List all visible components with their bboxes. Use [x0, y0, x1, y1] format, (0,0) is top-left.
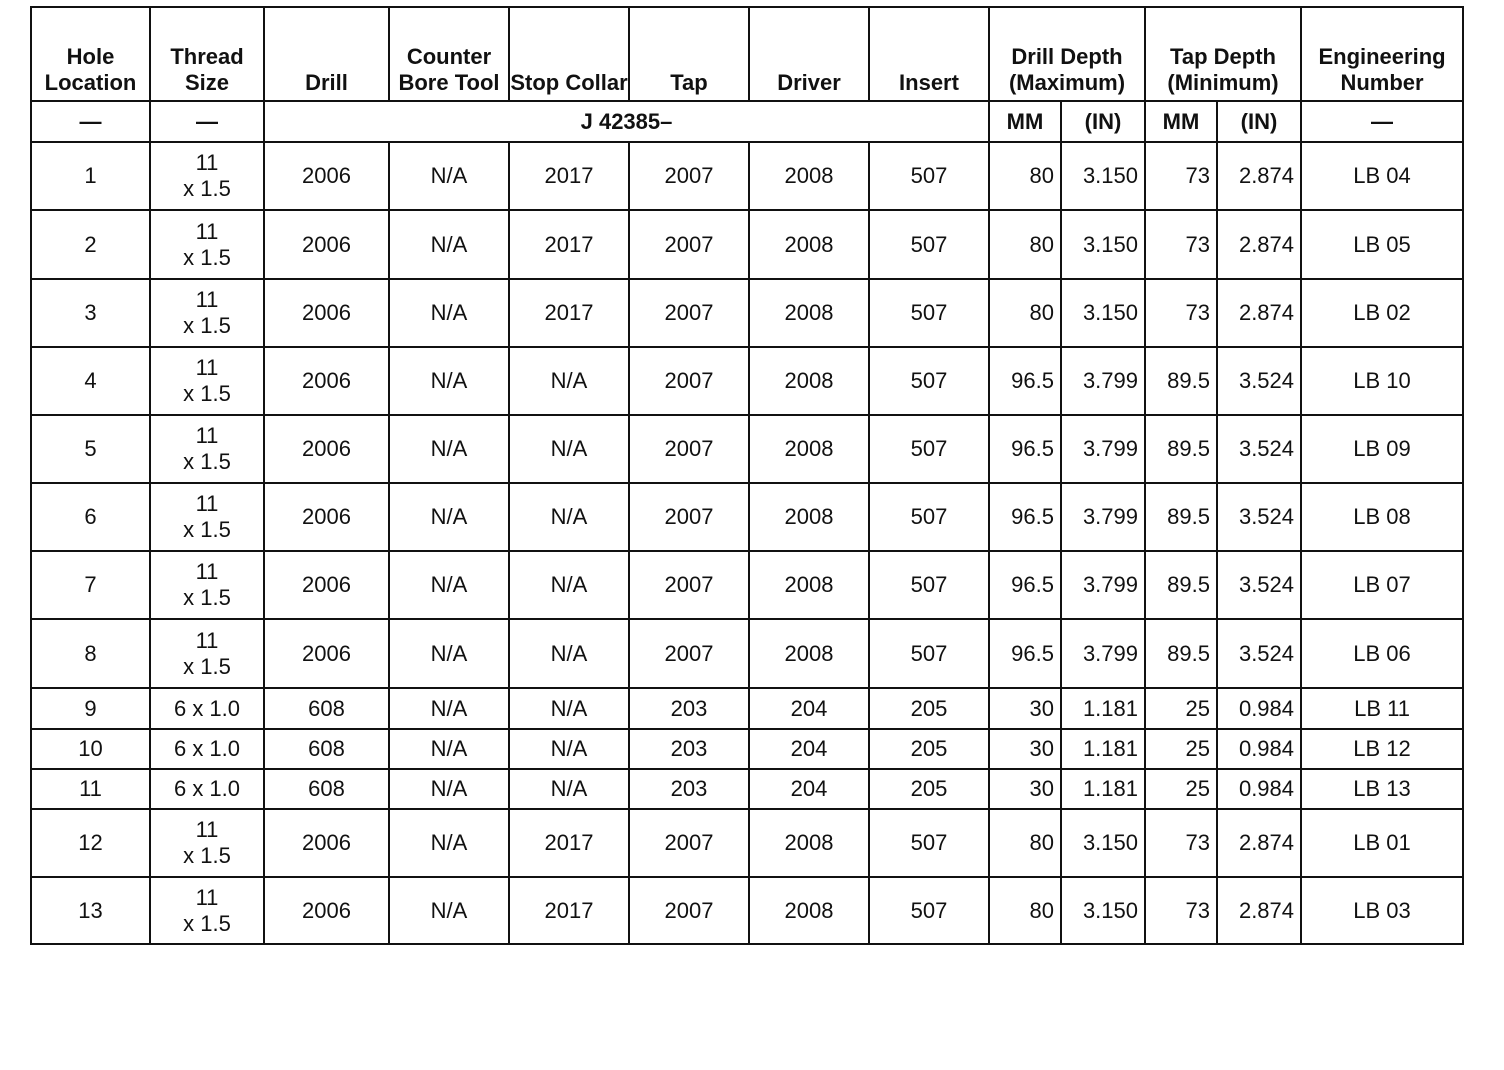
thread-size-line: x 1.5 [183, 449, 231, 474]
tap-depth-mm-cell: 89.5 [1145, 551, 1217, 619]
counter-bore-cell: N/A [389, 279, 509, 347]
driver-cell: 2008 [749, 210, 869, 279]
drill-depth-in-cell: 3.150 [1061, 877, 1145, 944]
counter-bore-cell: N/A [389, 809, 509, 877]
tap-depth-mm-cell: 73 [1145, 809, 1217, 877]
stop-collar-cell: N/A [509, 483, 629, 551]
drill-depth-mm-cell: 96.5 [989, 347, 1061, 415]
subheader-tap-in: (IN) [1217, 101, 1301, 142]
stop-collar-cell: N/A [509, 551, 629, 619]
counter-bore-cell: N/A [389, 619, 509, 688]
driver-cell: 2008 [749, 619, 869, 688]
subheader-tap-mm: MM [1145, 101, 1217, 142]
hole-location-cell: 4 [31, 347, 150, 415]
insert-cell: 507 [869, 483, 989, 551]
stop-collar-cell: N/A [509, 347, 629, 415]
thread-size-line: x 1.5 [183, 381, 231, 406]
header-drill: Drill [264, 7, 389, 101]
thread-size-cell [150, 769, 264, 809]
engineering-number-cell: LB 02 [1301, 279, 1463, 347]
thread-size-cell [150, 619, 264, 688]
hole-location-cell: 3 [31, 279, 150, 347]
subheader-drill-mm: MM [989, 101, 1061, 142]
counter-bore-cell: N/A [389, 769, 509, 809]
drill-depth-in-cell: 3.150 [1061, 809, 1145, 877]
stop-collar-cell: N/A [509, 769, 629, 809]
thread-size-cell [150, 688, 264, 729]
drill-depth-mm-cell: 80 [989, 877, 1061, 944]
thread-size-line: 11 [195, 355, 219, 380]
hole-location-cell: 6 [31, 483, 150, 551]
thread-size-cell [150, 415, 264, 483]
tap-cell: 203 [629, 729, 749, 769]
hole-location-cell: 2 [31, 210, 150, 279]
drill-depth-mm-cell: 30 [989, 688, 1061, 729]
tap-cell: 2007 [629, 551, 749, 619]
tap-depth-mm-cell: 25 [1145, 769, 1217, 809]
thread-size-cell [150, 279, 264, 347]
header-tap: Tap [629, 7, 749, 101]
drill-depth-in-cell: 3.799 [1061, 483, 1145, 551]
insert-cell: 507 [869, 142, 989, 210]
counter-bore-cell: N/A [389, 210, 509, 279]
header-stop-collar: Stop Collar [509, 7, 629, 101]
tap-depth-in-cell: 3.524 [1217, 347, 1301, 415]
driver-cell: 2008 [749, 551, 869, 619]
tool-specification-table [30, 6, 1464, 945]
counter-bore-cell: N/A [389, 729, 509, 769]
counter-bore-cell: N/A [389, 347, 509, 415]
counter-bore-cell: N/A [389, 688, 509, 729]
driver-cell: 2008 [749, 142, 869, 210]
counter-bore-cell: N/A [389, 415, 509, 483]
insert-cell: 507 [869, 415, 989, 483]
drill-cell: 608 [264, 729, 389, 769]
tap-cell: 2007 [629, 210, 749, 279]
insert-cell: 205 [869, 769, 989, 809]
engineering-number-cell: LB 05 [1301, 210, 1463, 279]
driver-cell: 2008 [749, 279, 869, 347]
insert-cell: 507 [869, 279, 989, 347]
tap-depth-in-cell: 3.524 [1217, 619, 1301, 688]
drill-depth-mm-cell: 80 [989, 210, 1061, 279]
tap-cell: 2007 [629, 483, 749, 551]
thread-size-line: 11 [195, 884, 219, 910]
drill-cell: 608 [264, 769, 389, 809]
thread-size-line: x 1.5 [183, 176, 231, 201]
thread-size-line: 6 x 1.0 [173, 695, 241, 721]
drill-cell: 2006 [264, 483, 389, 551]
engineering-number-cell: LB 03 [1301, 877, 1463, 944]
tap-depth-in-cell: 2.874 [1217, 142, 1301, 210]
table-row [31, 279, 1463, 347]
engineering-number-cell: LB 10 [1301, 347, 1463, 415]
tap-cell: 203 [629, 688, 749, 729]
thread-size-line: x 1.5 [183, 244, 231, 270]
driver-cell: 2008 [749, 809, 869, 877]
insert-cell: 507 [869, 210, 989, 279]
thread-size-line: 11 [195, 817, 219, 842]
hole-location-cell: 13 [31, 877, 150, 944]
tap-depth-mm-cell: 89.5 [1145, 483, 1217, 551]
insert-cell: 205 [869, 688, 989, 729]
drill-depth-mm-cell: 80 [989, 279, 1061, 347]
drill-depth-in-cell: 3.799 [1061, 347, 1145, 415]
thread-size-cell [150, 809, 264, 877]
table-row [31, 483, 1463, 551]
tap-cell: 203 [629, 769, 749, 809]
drill-depth-mm-cell: 96.5 [989, 619, 1061, 688]
tap-depth-mm-cell: 25 [1145, 729, 1217, 769]
subheader-drill-in: (IN) [1061, 101, 1145, 142]
tap-depth-in-cell: 3.524 [1217, 415, 1301, 483]
insert-cell: 507 [869, 347, 989, 415]
drill-depth-mm-cell: 96.5 [989, 415, 1061, 483]
drill-cell: 2006 [264, 279, 389, 347]
thread-size-line: 11 [195, 287, 219, 312]
drill-depth-mm-cell: 30 [989, 769, 1061, 809]
tap-depth-mm-cell: 73 [1145, 210, 1217, 279]
stop-collar-cell: 2017 [509, 279, 629, 347]
drill-cell: 608 [264, 688, 389, 729]
drill-depth-mm-cell: 80 [989, 142, 1061, 210]
thread-size-line: 11 [195, 218, 219, 244]
driver-cell: 204 [749, 688, 869, 729]
drill-cell: 2006 [264, 415, 389, 483]
drill-cell: 2006 [264, 809, 389, 877]
drill-cell: 2006 [264, 551, 389, 619]
table-row [31, 688, 1463, 729]
engineering-number-cell: LB 06 [1301, 619, 1463, 688]
driver-cell: 2008 [749, 483, 869, 551]
counter-bore-cell: N/A [389, 483, 509, 551]
table-row [31, 877, 1463, 944]
stop-collar-cell: 2017 [509, 210, 629, 279]
hole-location-cell: 1 [31, 142, 150, 210]
drill-depth-in-cell: 3.150 [1061, 210, 1145, 279]
engineering-number-cell: LB 12 [1301, 729, 1463, 769]
engineering-number-cell: LB 13 [1301, 769, 1463, 809]
thread-size-line: 11 [195, 627, 219, 653]
drill-depth-in-cell: 3.150 [1061, 279, 1145, 347]
tap-depth-mm-cell: 89.5 [1145, 619, 1217, 688]
stop-collar-cell: N/A [509, 729, 629, 769]
thread-size-cell [150, 551, 264, 619]
insert-cell: 507 [869, 877, 989, 944]
table-row [31, 619, 1463, 688]
engineering-number-cell: LB 08 [1301, 483, 1463, 551]
table-row [31, 347, 1463, 415]
engineering-number-cell: LB 11 [1301, 688, 1463, 729]
tap-depth-mm-cell: 73 [1145, 877, 1217, 944]
thread-size-cell [150, 210, 264, 279]
drill-depth-in-cell: 1.181 [1061, 688, 1145, 729]
thread-size-cell [150, 877, 264, 944]
header-tap-depth: Tap Depth (Minimum) [1145, 7, 1301, 101]
tap-depth-in-cell: 2.874 [1217, 279, 1301, 347]
engineering-number-cell: LB 01 [1301, 809, 1463, 877]
tap-depth-in-cell: 2.874 [1217, 809, 1301, 877]
stop-collar-cell: N/A [509, 688, 629, 729]
table-row [31, 729, 1463, 769]
drill-depth-mm-cell: 80 [989, 809, 1061, 877]
thread-size-line: 6 x 1.0 [173, 776, 241, 801]
tap-depth-mm-cell: 73 [1145, 279, 1217, 347]
drill-depth-in-cell: 1.181 [1061, 729, 1145, 769]
tap-cell: 2007 [629, 347, 749, 415]
engineering-number-cell: LB 09 [1301, 415, 1463, 483]
drill-cell: 2006 [264, 210, 389, 279]
drill-depth-in-cell: 3.799 [1061, 415, 1145, 483]
drill-depth-mm-cell: 30 [989, 729, 1061, 769]
header-counter-bore-tool: Counter Bore Tool [389, 7, 509, 101]
tool-prefix: J 42385– [264, 101, 989, 142]
tap-cell: 2007 [629, 809, 749, 877]
drill-cell: 2006 [264, 619, 389, 688]
tap-depth-in-cell: 0.984 [1217, 769, 1301, 809]
header-thread-size: Thread Size [150, 7, 264, 101]
table-row [31, 415, 1463, 483]
subheader-dash: — [31, 101, 150, 142]
drill-depth-in-cell: 3.799 [1061, 619, 1145, 688]
drill-depth-in-cell: 3.799 [1061, 551, 1145, 619]
hole-location-cell: 5 [31, 415, 150, 483]
thread-size-line: 11 [195, 559, 219, 584]
insert-cell: 205 [869, 729, 989, 769]
tap-depth-in-cell: 3.524 [1217, 483, 1301, 551]
driver-cell: 2008 [749, 877, 869, 944]
drill-depth-mm-cell: 96.5 [989, 551, 1061, 619]
stop-collar-cell: N/A [509, 415, 629, 483]
tap-depth-mm-cell: 25 [1145, 688, 1217, 729]
tap-cell: 2007 [629, 142, 749, 210]
table-row [31, 809, 1463, 877]
thread-size-line: x 1.5 [183, 313, 231, 338]
table-row [31, 769, 1463, 809]
thread-size-line: 11 [195, 423, 219, 448]
hole-location-cell: 8 [31, 619, 150, 688]
engineering-number-cell: LB 04 [1301, 142, 1463, 210]
tap-depth-mm-cell: 89.5 [1145, 415, 1217, 483]
thread-size-line: x 1.5 [183, 653, 231, 679]
thread-size-line: 11 [195, 491, 219, 516]
driver-cell: 204 [749, 769, 869, 809]
header-hole-location: Hole Location [31, 7, 150, 101]
counter-bore-cell: N/A [389, 551, 509, 619]
table-row [31, 142, 1463, 210]
driver-cell: 2008 [749, 347, 869, 415]
insert-cell: 507 [869, 551, 989, 619]
thread-size-line: 11 [195, 150, 219, 175]
tap-depth-in-cell: 2.874 [1217, 877, 1301, 944]
thread-size-line: x 1.5 [183, 585, 231, 610]
insert-cell: 507 [869, 809, 989, 877]
header-drill-depth: Drill Depth (Maximum) [989, 7, 1145, 101]
tap-cell: 2007 [629, 279, 749, 347]
hole-location-cell: 7 [31, 551, 150, 619]
tap-cell: 2007 [629, 619, 749, 688]
tap-depth-mm-cell: 73 [1145, 142, 1217, 210]
driver-cell: 204 [749, 729, 869, 769]
header-row [31, 7, 1463, 101]
hole-location-cell: 11 [31, 769, 150, 809]
thread-size-cell [150, 483, 264, 551]
subheader-dash: — [1301, 101, 1463, 142]
header-engineering-number: Engineering Number [1301, 7, 1463, 101]
drill-depth-in-cell: 1.181 [1061, 769, 1145, 809]
drill-cell: 2006 [264, 877, 389, 944]
tap-depth-in-cell: 3.524 [1217, 551, 1301, 619]
tap-depth-in-cell: 2.874 [1217, 210, 1301, 279]
engineering-number-cell: LB 07 [1301, 551, 1463, 619]
stop-collar-cell: 2017 [509, 142, 629, 210]
counter-bore-cell: N/A [389, 877, 509, 944]
thread-size-line: 6 x 1.0 [173, 736, 241, 761]
drill-depth-mm-cell: 96.5 [989, 483, 1061, 551]
drill-depth-in-cell: 3.150 [1061, 142, 1145, 210]
table-row [31, 551, 1463, 619]
thread-size-cell [150, 347, 264, 415]
stop-collar-cell: 2017 [509, 877, 629, 944]
tap-depth-mm-cell: 89.5 [1145, 347, 1217, 415]
stop-collar-cell: 2017 [509, 809, 629, 877]
thread-size-line: x 1.5 [183, 910, 231, 936]
tap-cell: 2007 [629, 415, 749, 483]
counter-bore-cell: N/A [389, 142, 509, 210]
drill-cell: 2006 [264, 142, 389, 210]
hole-location-cell: 12 [31, 809, 150, 877]
driver-cell: 2008 [749, 415, 869, 483]
header-insert: Insert [869, 7, 989, 101]
subheader-dash: — [150, 101, 264, 142]
header-driver: Driver [749, 7, 869, 101]
tap-depth-in-cell: 0.984 [1217, 688, 1301, 729]
stop-collar-cell: N/A [509, 619, 629, 688]
thread-size-line: x 1.5 [183, 517, 231, 542]
hole-location-cell: 9 [31, 688, 150, 729]
tap-cell: 2007 [629, 877, 749, 944]
table-row [31, 210, 1463, 279]
thread-size-cell [150, 729, 264, 769]
hole-location-cell: 10 [31, 729, 150, 769]
insert-cell: 507 [869, 619, 989, 688]
tap-depth-in-cell: 0.984 [1217, 729, 1301, 769]
subheader-row [31, 101, 1463, 142]
thread-size-line: x 1.5 [183, 843, 231, 868]
thread-size-cell [150, 142, 264, 210]
drill-cell: 2006 [264, 347, 389, 415]
